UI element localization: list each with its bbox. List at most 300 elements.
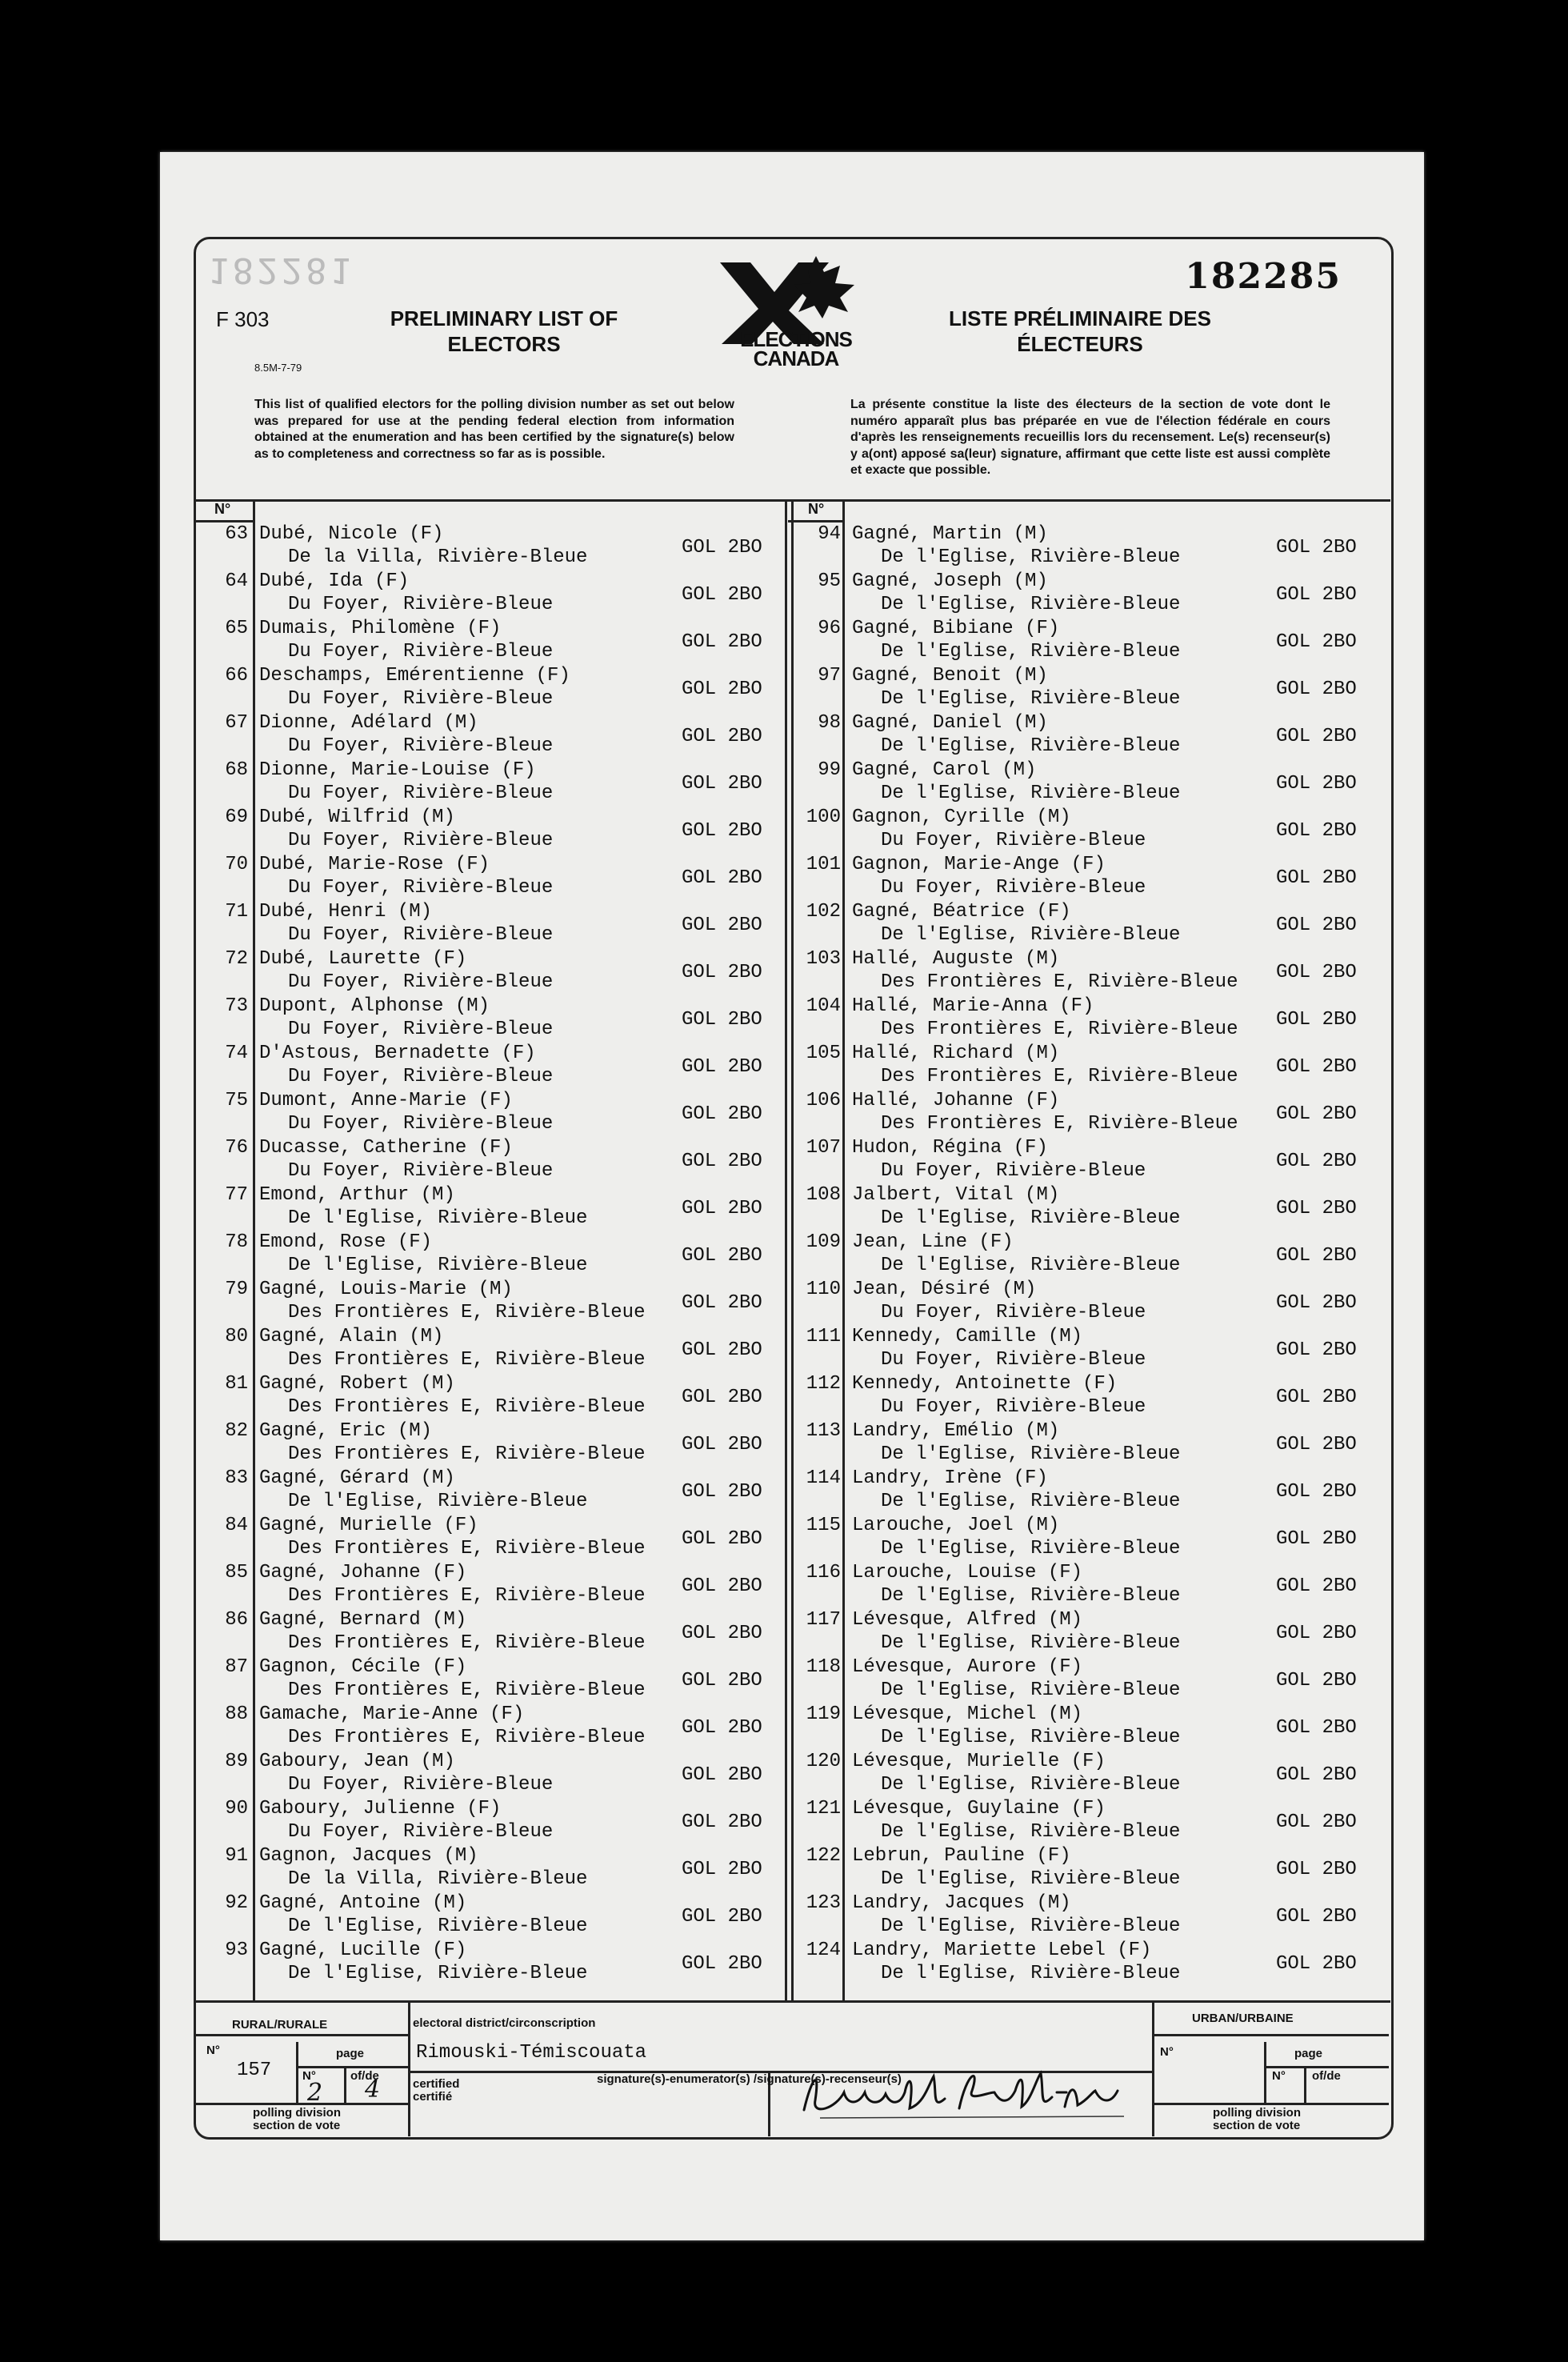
elector-number: 89 (225, 1751, 248, 1772)
elector-entry (195, 1845, 803, 1892)
elector-name: Emond, Arthur (M) (259, 1184, 455, 1206)
urban-of-label: of/de (1312, 2069, 1341, 2083)
elector-number: 122 (806, 1845, 841, 1867)
elector-name: Dubé, Marie-Rose (F) (259, 854, 490, 875)
elector-address: Des Frontières E, Rivière-Bleue (288, 1349, 646, 1371)
elector-address: Du Foyer, Rivière-Bleue (288, 1160, 554, 1182)
elector-number: 90 (225, 1798, 248, 1820)
district-label: electoral district/circonscription (413, 2016, 596, 2030)
elector-address: Du Foyer, Rivière-Bleue (881, 1349, 1146, 1371)
footer-urban-divider (1152, 2000, 1154, 2136)
elector-entry (788, 1184, 1396, 1231)
elector-entry (788, 1798, 1396, 1845)
elector-name: Hudon, Régina (F) (852, 1137, 1048, 1159)
elector-name: Gaboury, Julienne (F) (259, 1798, 502, 1820)
elector-postal-code: GOL 2BO (1276, 1339, 1357, 1361)
footer-top-rule (195, 2000, 1390, 2003)
page-number: 2 (307, 2079, 323, 2107)
elector-address: De l'Eglise, Rivière-Bleue (288, 1916, 588, 1937)
elector-entry (195, 523, 803, 570)
elector-postal-code: GOL 2BO (1276, 820, 1357, 842)
rural-no-label: N° (206, 2044, 220, 2057)
elector-postal-code: GOL 2BO (1276, 1198, 1357, 1219)
elector-address: De l'Eglise, Rivière-Bleue (881, 1821, 1181, 1843)
certified-label-2: certifié (413, 2090, 453, 2104)
elector-number: 99 (818, 759, 841, 781)
elector-number: 91 (225, 1845, 248, 1867)
elector-number: 78 (225, 1231, 248, 1253)
elector-name: Gagné, Bernard (M) (259, 1609, 467, 1631)
elector-entry (788, 901, 1396, 948)
urban-page-label: page (1294, 2047, 1323, 2060)
elector-address: De l'Eglise, Rivière-Bleue (881, 1632, 1181, 1654)
elector-postal-code: GOL 2BO (682, 1575, 762, 1597)
elector-postal-code: GOL 2BO (1276, 962, 1357, 983)
elector-entry (195, 1703, 803, 1751)
elector-number: 119 (806, 1703, 841, 1725)
elector-name: Gagnon, Cécile (F) (259, 1656, 467, 1678)
elector-number: 81 (225, 1373, 248, 1395)
elector-postal-code: GOL 2BO (1276, 915, 1357, 936)
elector-entry (788, 1940, 1396, 1987)
elector-name: Gagné, Antoine (M) (259, 1892, 467, 1914)
elector-number: 82 (225, 1420, 248, 1442)
elector-entry (788, 1137, 1396, 1184)
elector-address: Des Frontières E, Rivière-Bleue (881, 971, 1238, 993)
elector-number: 83 (225, 1467, 248, 1489)
elector-postal-code: GOL 2BO (1276, 1481, 1357, 1503)
elector-postal-code: GOL 2BO (1276, 726, 1357, 747)
urban-page-rule (1264, 2066, 1389, 2068)
elector-number: 77 (225, 1184, 248, 1206)
elector-postal-code: GOL 2BO (1276, 584, 1357, 606)
elector-address: De l'Eglise, Rivière-Bleue (881, 1538, 1181, 1559)
elector-postal-code: GOL 2BO (682, 537, 762, 558)
elector-address: Du Foyer, Rivière-Bleue (288, 1821, 554, 1843)
elector-entry (788, 1751, 1396, 1798)
elector-entry (788, 948, 1396, 995)
urban-page-no-label: N° (1272, 2069, 1286, 2083)
elector-number: 95 (818, 570, 841, 592)
elector-postal-code: GOL 2BO (1276, 1245, 1357, 1267)
elector-name: Hallé, Johanne (F) (852, 1090, 1060, 1111)
title-english: PRELIMINARY LIST OF ELECTORS (390, 306, 618, 356)
elector-entry (788, 1656, 1396, 1703)
elector-name: Jean, Désiré (M) (852, 1279, 1037, 1300)
elector-name: Landry, Jacques (M) (852, 1892, 1071, 1914)
elector-number: 63 (225, 523, 248, 545)
elector-address: Du Foyer, Rivière-Bleue (288, 688, 554, 710)
elector-postal-code: GOL 2BO (1276, 1575, 1357, 1597)
elector-name: Gagné, Robert (M) (259, 1373, 455, 1395)
elector-address: Des Frontières E, Rivière-Bleue (288, 1396, 646, 1418)
elector-address: De l'Eglise, Rivière-Bleue (881, 641, 1181, 663)
elector-name: Gagné, Johanne (F) (259, 1562, 467, 1583)
elector-postal-code: GOL 2BO (682, 631, 762, 653)
urban-of-divider (1304, 2066, 1306, 2103)
elector-postal-code: GOL 2BO (682, 584, 762, 606)
footer-rural-divider (408, 2000, 410, 2136)
serial-number: 182285 (1185, 256, 1342, 297)
elector-list-right (788, 523, 1396, 1987)
elector-entry (195, 1420, 803, 1467)
elector-entry (788, 1326, 1396, 1373)
elector-entry (788, 1231, 1396, 1279)
elector-postal-code: GOL 2BO (1276, 1812, 1357, 1833)
elector-address: Des Frontières E, Rivière-Bleue (881, 1019, 1238, 1040)
elector-name: Landry, Irène (F) (852, 1467, 1048, 1489)
elector-postal-code: GOL 2BO (682, 962, 762, 983)
elector-entry (788, 854, 1396, 901)
elector-name: Dumais, Philomène (F) (259, 618, 502, 639)
elector-postal-code: GOL 2BO (1276, 1434, 1357, 1455)
elector-entry (195, 1326, 803, 1373)
rural-of-label: of/de (350, 2069, 379, 2083)
elector-name: Larouche, Joel (M) (852, 1515, 1060, 1536)
elector-name: Gamache, Marie-Anne (F) (259, 1703, 525, 1725)
elector-address: Du Foyer, Rivière-Bleue (288, 783, 554, 804)
elector-postal-code: GOL 2BO (1276, 1387, 1357, 1408)
elector-postal-code: GOL 2BO (682, 820, 762, 842)
elector-number: 101 (806, 854, 841, 875)
elector-entry (788, 712, 1396, 759)
elector-name: Dionne, Marie-Louise (F) (259, 759, 536, 781)
elector-number: 72 (225, 948, 248, 970)
elector-entry (195, 1562, 803, 1609)
elector-name: Dumont, Anne-Marie (F) (259, 1090, 513, 1111)
elector-address: Du Foyer, Rivière-Bleue (288, 735, 554, 757)
elector-name: Dubé, Ida (F) (259, 570, 410, 592)
elector-number: 85 (225, 1562, 248, 1583)
elector-entry (788, 1845, 1396, 1892)
elector-number: 110 (806, 1279, 841, 1300)
urban-polling-label-1: polling division (1213, 2106, 1301, 2120)
elector-number: 76 (225, 1137, 248, 1159)
elector-number: 97 (818, 665, 841, 687)
elector-entry (195, 1231, 803, 1279)
urban-polling-rule (1152, 2103, 1389, 2105)
column-header-no-left: N° (214, 501, 231, 517)
elector-postal-code: GOL 2BO (682, 1434, 762, 1455)
elector-postal-code: GOL 2BO (682, 915, 762, 936)
elector-number: 75 (225, 1090, 248, 1111)
elector-address: De la Villa, Rivière-Bleue (288, 546, 588, 568)
elector-name: Gaboury, Jean (M) (259, 1751, 455, 1772)
elector-entry (195, 712, 803, 759)
elector-address: De l'Eglise, Rivière-Bleue (881, 1727, 1181, 1748)
polling-division-number: 157 (237, 2060, 272, 2081)
elector-address: Des Frontières E, Rivière-Bleue (288, 1679, 646, 1701)
elector-entry (195, 1467, 803, 1515)
print-code: 8.5M-7-79 (254, 362, 302, 374)
elector-number: 94 (818, 523, 841, 545)
elector-entry (788, 1515, 1396, 1562)
urban-no-label: N° (1160, 2045, 1174, 2059)
elector-address: Des Frontières E, Rivière-Bleue (881, 1066, 1238, 1087)
elector-number: 65 (225, 618, 248, 639)
elector-address: Des Frontières E, Rivière-Bleue (288, 1632, 646, 1654)
elector-number: 88 (225, 1703, 248, 1725)
elector-name: Lévesque, Aurore (F) (852, 1656, 1083, 1678)
elector-list-left (195, 523, 803, 1987)
elector-name: Emond, Rose (F) (259, 1231, 433, 1253)
elector-postal-code: GOL 2BO (1276, 1623, 1357, 1644)
elector-entry (195, 1892, 803, 1940)
elector-entry (788, 1373, 1396, 1420)
elector-name: Landry, Emélio (M) (852, 1420, 1060, 1442)
elector-name: Gagnon, Jacques (M) (259, 1845, 478, 1867)
elector-entry (195, 1656, 803, 1703)
elector-postal-code: GOL 2BO (682, 1103, 762, 1125)
elector-postal-code: GOL 2BO (682, 1151, 762, 1172)
enumerator-signature (788, 2060, 1140, 2124)
elector-address: Du Foyer, Rivière-Bleue (288, 924, 554, 946)
elector-name: Lévesque, Guylaine (F) (852, 1798, 1106, 1820)
elector-address: De l'Eglise, Rivière-Bleue (288, 1963, 588, 1984)
elector-name: Gagné, Joseph (M) (852, 570, 1048, 592)
elector-postal-code: GOL 2BO (1276, 1151, 1357, 1172)
elector-postal-code: GOL 2BO (1276, 537, 1357, 558)
footer-page-rule (296, 2066, 408, 2068)
elector-address: De l'Eglise, Rivière-Bleue (881, 546, 1181, 568)
elector-number: 118 (806, 1656, 841, 1678)
elector-entry (195, 1798, 803, 1845)
elector-number: 98 (818, 712, 841, 734)
elector-postal-code: GOL 2BO (1276, 1103, 1357, 1125)
elector-name: Larouche, Louise (F) (852, 1562, 1083, 1583)
elector-postal-code: GOL 2BO (682, 1292, 762, 1314)
elector-postal-code: GOL 2BO (682, 1056, 762, 1078)
elector-address: Du Foyer, Rivière-Bleue (288, 641, 554, 663)
elector-name: Dubé, Nicole (F) (259, 523, 444, 545)
elector-address: De l'Eglise, Rivière-Bleue (881, 1443, 1181, 1465)
elector-address: De l'Eglise, Rivière-Bleue (288, 1491, 588, 1512)
urban-label: URBAN/URBAINE (1192, 2012, 1294, 2025)
elector-number: 124 (806, 1940, 841, 1961)
elector-name: Lévesque, Alfred (M) (852, 1609, 1083, 1631)
elector-postal-code: GOL 2BO (682, 1245, 762, 1267)
elector-postal-code: GOL 2BO (682, 773, 762, 795)
elector-number: 116 (806, 1562, 841, 1583)
rural-page-no-label: N° (302, 2069, 316, 2083)
elector-number: 74 (225, 1043, 248, 1064)
elector-number: 103 (806, 948, 841, 970)
elector-address: Des Frontières E, Rivière-Bleue (288, 1443, 646, 1465)
elector-address: Du Foyer, Rivière-Bleue (288, 1066, 554, 1087)
rural-label: RURAL/RURALE (232, 2018, 328, 2032)
elector-number: 123 (806, 1892, 841, 1914)
elector-number: 106 (806, 1090, 841, 1111)
elector-postal-code: GOL 2BO (682, 1764, 762, 1786)
elector-name: Jalbert, Vital (M) (852, 1184, 1060, 1206)
elector-address: Des Frontières E, Rivière-Bleue (288, 1727, 646, 1748)
elector-postal-code: GOL 2BO (1276, 1764, 1357, 1786)
elector-postal-code: GOL 2BO (682, 1339, 762, 1361)
elector-name: Jean, Line (F) (852, 1231, 1014, 1253)
elector-entry (195, 1090, 803, 1137)
elector-postal-code: GOL 2BO (682, 1623, 762, 1644)
urban-page-divider (1264, 2042, 1266, 2103)
elector-name: Kennedy, Camille (M) (852, 1326, 1083, 1347)
elector-entry (195, 1751, 803, 1798)
elector-name: Landry, Mariette Lebel (F) (852, 1940, 1152, 1961)
elector-postal-code: GOL 2BO (1276, 1292, 1357, 1314)
elector-address: De la Villa, Rivière-Bleue (288, 1868, 588, 1890)
elector-number: 107 (806, 1137, 841, 1159)
elector-number: 68 (225, 759, 248, 781)
elector-address: De l'Eglise, Rivière-Bleue (881, 1963, 1181, 1984)
elector-name: Gagné, Eric (M) (259, 1420, 433, 1442)
elector-address: De l'Eglise, Rivière-Bleue (881, 1916, 1181, 1937)
signature-label: signature(s)-enumerator(s) /signature(s)-recenseur(s) (597, 2072, 902, 2086)
elector-name: Lévesque, Michel (M) (852, 1703, 1083, 1725)
elector-postal-code: GOL 2BO (1276, 679, 1357, 700)
elector-address: Du Foyer, Rivière-Bleue (881, 830, 1146, 851)
elector-number: 70 (225, 854, 248, 875)
elector-number: 73 (225, 995, 248, 1017)
elector-name: Gagné, Martin (M) (852, 523, 1048, 545)
elector-entry (195, 570, 803, 618)
elector-number: 71 (225, 901, 248, 923)
elector-address: De l'Eglise, Rivière-Bleue (288, 1207, 588, 1229)
elector-entry (788, 1562, 1396, 1609)
elector-entry (788, 1609, 1396, 1656)
column-header-no-right: N° (808, 501, 825, 517)
elector-name: Lebrun, Pauline (F) (852, 1845, 1071, 1867)
elector-address: Des Frontières E, Rivière-Bleue (288, 1585, 646, 1607)
elector-number: 108 (806, 1184, 841, 1206)
elector-postal-code: GOL 2BO (1276, 1528, 1357, 1550)
elector-name: Kennedy, Antoinette (F) (852, 1373, 1118, 1395)
elector-entry (195, 1137, 803, 1184)
elector-number: 67 (225, 712, 248, 734)
elector-entry (195, 948, 803, 995)
elector-address: Des Frontières E, Rivière-Bleue (881, 1113, 1238, 1135)
elector-postal-code: GOL 2BO (1276, 1859, 1357, 1880)
elector-postal-code: GOL 2BO (1276, 1009, 1357, 1031)
elector-postal-code: GOL 2BO (1276, 631, 1357, 653)
elector-number: 100 (806, 807, 841, 828)
elector-postal-code: GOL 2BO (1276, 1056, 1357, 1078)
elector-name: Lévesque, Murielle (F) (852, 1751, 1106, 1772)
page-of: 4 (365, 2076, 381, 2104)
elector-address: Des Frontières E, Rivière-Bleue (288, 1538, 646, 1559)
elector-name: Gagné, Gérard (M) (259, 1467, 455, 1489)
elector-address: Du Foyer, Rivière-Bleue (881, 1396, 1146, 1418)
elector-entry (788, 1703, 1396, 1751)
elector-postal-code: GOL 2BO (682, 1859, 762, 1880)
elector-name: Hallé, Marie-Anna (F) (852, 995, 1094, 1017)
reversed-serial-number: 182281 (208, 250, 354, 290)
logo-wordmark: ELECTIONS CANADA (740, 327, 852, 370)
elector-address: De l'Eglise, Rivière-Bleue (881, 1679, 1181, 1701)
elector-entry (788, 523, 1396, 570)
elector-address: De l'Eglise, Rivière-Bleue (881, 1491, 1181, 1512)
elector-name: Gagné, Bibiane (F) (852, 618, 1060, 639)
rural-polling-label-2: section de vote (253, 2119, 341, 2132)
form-number: F 303 (216, 307, 270, 331)
elector-number: 115 (806, 1515, 841, 1536)
elector-address: De l'Eglise, Rivière-Bleue (881, 594, 1181, 615)
electoral-district: Rimouski-Témiscouata (416, 2042, 647, 2064)
elector-name: Gagné, Benoit (M) (852, 665, 1048, 687)
intro-french: La présente constitue la liste des électeurs de la section de vote dont le numéro apparaît plus bas préparée en vue de l'élection fédérale en cours d'après les renseignements recueillis lors du recensement. Le(s) recenseur(s) y a(ont) apposé sa(leur) signature, affirmant que cette liste est aussi complète et exacte que possible. (850, 398, 1330, 477)
elector-entry (788, 807, 1396, 854)
elector-address: Du Foyer, Rivière-Bleue (288, 1774, 554, 1796)
elector-postal-code: GOL 2BO (682, 1717, 762, 1739)
elector-number: 117 (806, 1609, 841, 1631)
elector-entry (195, 1373, 803, 1420)
elector-postal-code: GOL 2BO (682, 1906, 762, 1928)
elector-postal-code: GOL 2BO (682, 1528, 762, 1550)
elector-number: 64 (225, 570, 248, 592)
elector-postal-code: GOL 2BO (1276, 1670, 1357, 1691)
certified-label-1: certified (413, 2077, 460, 2091)
elector-postal-code: GOL 2BO (1276, 1717, 1357, 1739)
elector-entry (788, 1279, 1396, 1326)
elector-entry (788, 1892, 1396, 1940)
elector-address: De l'Eglise, Rivière-Bleue (881, 1585, 1181, 1607)
elector-address: Du Foyer, Rivière-Bleue (288, 1113, 554, 1135)
elector-name: D'Astous, Bernadette (F) (259, 1043, 536, 1064)
elector-name: Dionne, Adélard (M) (259, 712, 478, 734)
elector-number: 87 (225, 1656, 248, 1678)
elector-number: 80 (225, 1326, 248, 1347)
elector-entry (788, 1420, 1396, 1467)
elector-entry (788, 759, 1396, 807)
elector-postal-code: GOL 2BO (682, 1812, 762, 1833)
footer-page-divider (296, 2042, 298, 2103)
elector-name: Dubé, Wilfrid (M) (259, 807, 455, 828)
elector-address: De l'Eglise, Rivière-Bleue (881, 1868, 1181, 1890)
elector-name: Deschamps, Emérentienne (F) (259, 665, 570, 687)
elector-number: 69 (225, 807, 248, 828)
elector-entry (788, 1090, 1396, 1137)
rural-polling-label-1: polling division (253, 2106, 341, 2120)
elector-address: Du Foyer, Rivière-Bleue (288, 594, 554, 615)
elector-entry (788, 995, 1396, 1043)
elector-number: 121 (806, 1798, 841, 1820)
elector-name: Gagné, Alain (M) (259, 1326, 444, 1347)
title-french: LISTE PRÉLIMINAIRE DES ÉLECTEURS (949, 306, 1211, 356)
elector-name: Dubé, Laurette (F) (259, 948, 467, 970)
elector-number: 111 (806, 1326, 841, 1347)
elector-name: Gagné, Daniel (M) (852, 712, 1048, 734)
elector-entry (195, 1515, 803, 1562)
urban-polling-label-2: section de vote (1213, 2119, 1301, 2132)
elector-name: Hallé, Richard (M) (852, 1043, 1060, 1064)
elector-name: Gagné, Béatrice (F) (852, 901, 1071, 923)
elector-number: 102 (806, 901, 841, 923)
elector-address: Du Foyer, Rivière-Bleue (881, 1302, 1146, 1323)
elector-number: 113 (806, 1420, 841, 1442)
elector-entry (195, 807, 803, 854)
elector-entry (195, 901, 803, 948)
elector-address: Du Foyer, Rivière-Bleue (288, 1019, 554, 1040)
elector-name: Gagnon, Cyrille (M) (852, 807, 1071, 828)
elector-postal-code: GOL 2BO (682, 1481, 762, 1503)
elector-number: 66 (225, 665, 248, 687)
elector-postal-code: GOL 2BO (1276, 1953, 1357, 1975)
header-rule-right (788, 520, 842, 522)
elector-postal-code: GOL 2BO (682, 1009, 762, 1031)
elector-entry (788, 1467, 1396, 1515)
elector-entry (195, 995, 803, 1043)
elector-address: Du Foyer, Rivière-Bleue (288, 877, 554, 899)
elector-address: De l'Eglise, Rivière-Bleue (881, 1207, 1181, 1229)
footer-rural-subrule (195, 2034, 408, 2036)
elector-number: 96 (818, 618, 841, 639)
